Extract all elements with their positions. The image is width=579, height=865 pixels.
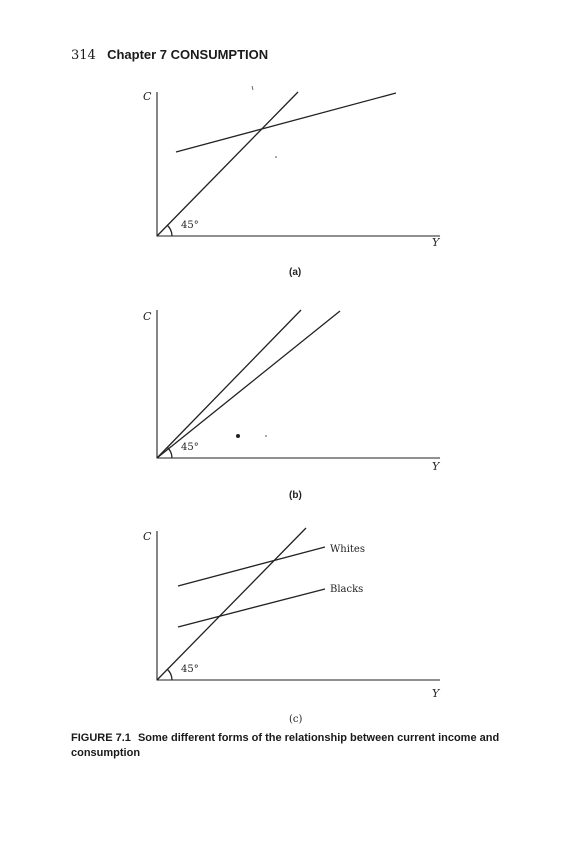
panel-c-whites-line — [178, 547, 325, 586]
panel-b — [143, 310, 441, 501]
panel-c-blacks-label: Blacks — [330, 584, 364, 595]
panel-c-axes — [157, 531, 440, 680]
panel-a-angle-arc — [167, 225, 172, 236]
figure-caption-label: FIGURE 7.1 — [71, 732, 131, 744]
panel-c — [143, 528, 441, 725]
panel-b-consumption-line — [157, 311, 340, 458]
panel-c-blacks-line — [178, 589, 325, 627]
page-number: 314 — [71, 48, 96, 63]
panel-b-angle-label: 45° — [181, 442, 199, 453]
panel-a-tag: (a) — [289, 267, 302, 278]
panel-c-tag: (c) — [289, 714, 303, 725]
panel-c-angle-arc — [167, 669, 172, 680]
panel-c-angle-label: 45° — [181, 664, 199, 675]
panel-a — [143, 90, 441, 278]
panel-a-x-axis-label: Y — [432, 236, 440, 249]
panel-c-y-axis-label: C — [143, 530, 152, 543]
panel-b-axes — [157, 310, 440, 458]
panel-b-x-axis-label: Y — [432, 460, 440, 473]
panel-c-x-axis-label: Y — [432, 687, 440, 700]
chapter-title: Chapter 7 CONSUMPTION — [107, 47, 269, 62]
panel-b-45-degree-line — [157, 310, 301, 458]
figure-caption — [71, 731, 531, 761]
panel-a-y-axis-label: C — [143, 90, 152, 103]
panel-b-y-axis-label: C — [143, 310, 152, 323]
panel-a-consumption-line — [176, 93, 396, 152]
figure-caption-text: Some different forms of the relationship between current income and consumption — [71, 732, 500, 759]
panel-b-tag: (b) — [289, 490, 302, 501]
panel-c-whites-label: Whites — [330, 544, 365, 555]
panel-a-45-degree-line — [157, 92, 298, 236]
panel-c-45-degree-line — [157, 528, 306, 680]
scan-specks — [236, 86, 277, 438]
panel-a-axes — [157, 92, 440, 236]
panel-a-angle-label: 45° — [181, 220, 199, 231]
